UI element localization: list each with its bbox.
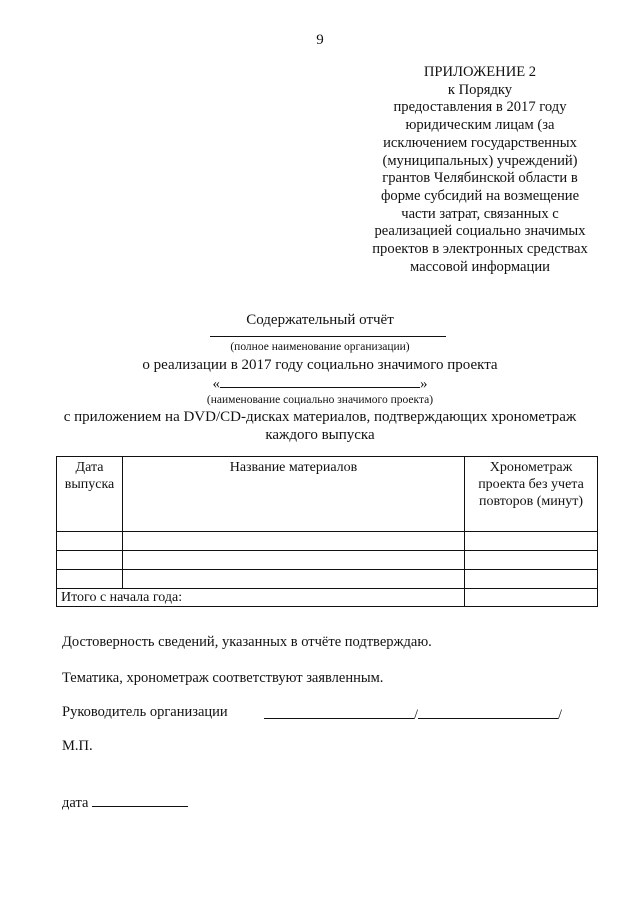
table-header-row (57, 457, 598, 532)
attachment-line-2: каждого выпуска (265, 427, 375, 443)
signature-line[interactable] (264, 704, 414, 719)
table-cell[interactable] (123, 532, 465, 551)
table-cell[interactable] (123, 551, 465, 570)
name-line[interactable] (418, 704, 558, 719)
appendix-line: массовой информации (410, 258, 550, 275)
table-cell[interactable] (465, 532, 598, 551)
org-name-hint: (полное наименование организации) (230, 341, 410, 353)
page-number: 9 (316, 32, 324, 48)
signature-field (264, 704, 562, 724)
confirm-statement: Достоверность сведений, указанных в отчёте подтверждаю. (62, 634, 432, 650)
table-row (57, 551, 598, 570)
date-field (62, 792, 188, 812)
table-cell[interactable] (57, 551, 123, 570)
appendix-line: предоставления в 2017 году (393, 99, 567, 116)
project-name-line (220, 375, 420, 388)
table-total-row (57, 589, 598, 607)
table-row (57, 532, 598, 551)
org-name-line (210, 336, 446, 337)
appendix-line: (муниципальных) учреждений) (382, 152, 578, 169)
appendix-line: проектов в электронных средствах (372, 241, 588, 258)
appendix-line: ПРИЛОЖЕНИЕ 2 (423, 64, 537, 80)
attachment-line-1: с приложением на DVD/CD-дисках материалов, подтверждающих хронометраж (63, 409, 577, 425)
report-table (56, 456, 598, 607)
table-cell[interactable] (465, 570, 598, 589)
project-name-field (0, 375, 640, 393)
table-cell[interactable] (465, 551, 598, 570)
topics-statement: Тематика, хронометраж соответствуют заявленным. (62, 670, 384, 686)
project-line: о реализации в 2017 году социально значимого проекта (142, 357, 498, 373)
table-cell[interactable] (123, 570, 465, 589)
table-cell[interactable] (57, 532, 123, 551)
appendix-line: форме субсидий на возмещение (380, 187, 580, 204)
report-title: Содержательный отчёт (246, 312, 394, 328)
total-value-cell[interactable] (465, 589, 598, 607)
appendix-line: реализацией социально значимых (374, 223, 586, 240)
header-duration: Хронометраж проекта без учета повторов (минут) (465, 457, 598, 532)
stamp-label: М.П. (62, 738, 93, 754)
date-line[interactable] (92, 792, 188, 807)
quote-close: » (420, 376, 428, 392)
appendix-block (358, 64, 602, 276)
header-material-name: Название материалов (123, 457, 465, 532)
header-date: Дата выпуска (57, 457, 123, 532)
quote-open: « (212, 376, 220, 392)
appendix-line: юридическим лицам (за (405, 117, 555, 134)
name-slash: / (558, 707, 563, 723)
table-cell[interactable] (57, 570, 123, 589)
total-label: Итого с начала года: (57, 589, 465, 607)
signature-slash: / (414, 707, 419, 723)
appendix-line: исключением государственных (383, 134, 577, 151)
appendix-line: грантов Челябинской области в (382, 170, 578, 187)
appendix-line: к Порядку (447, 81, 513, 98)
project-name-hint: (наименование социально значимого проекта) (206, 394, 434, 406)
table-row (57, 570, 598, 589)
appendix-line: части затрат, связанных с (401, 205, 559, 222)
date-label: дата (62, 795, 89, 811)
head-label: Руководитель организации (62, 704, 228, 720)
